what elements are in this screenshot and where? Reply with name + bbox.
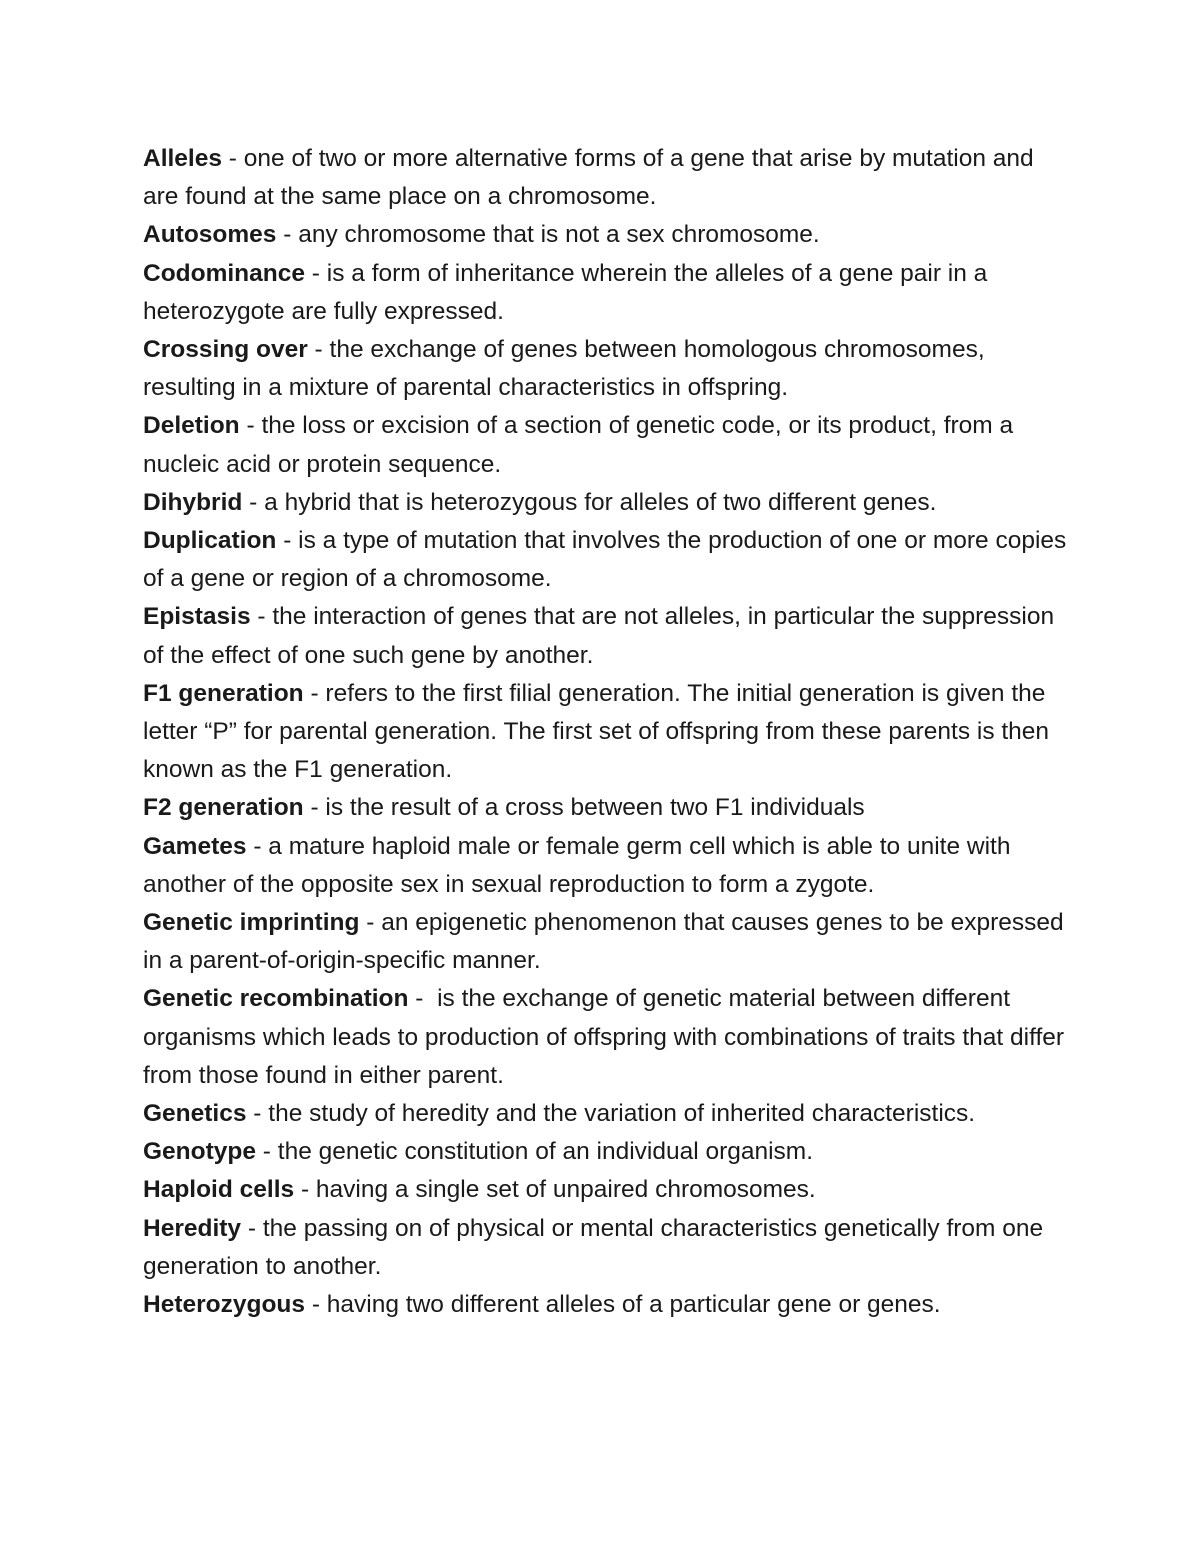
term: Alleles <box>143 145 222 172</box>
definition: a hybrid that is heterozygous for alleles of two different genes. <box>264 488 937 516</box>
term: Crossing over <box>143 336 308 364</box>
separator: - <box>222 145 244 172</box>
definition: any chromosome that is not a sex chromosome. <box>298 221 820 249</box>
separator: - <box>276 527 299 555</box>
term: Epistasis <box>143 603 251 631</box>
glossary-entry-autosomes <box>143 216 1073 254</box>
glossary-entry-dihybrid <box>143 484 1073 522</box>
definition: the passing on of physical or mental characteristics genetically from one generation to another. <box>143 1214 1044 1280</box>
definition: an epigenetic phenomenon that causes genes to be expressed in a parent-of-origin-specific manner. <box>143 909 1064 975</box>
separator: - <box>303 794 326 822</box>
glossary-entry-genetics <box>143 1095 1073 1133</box>
separator: - <box>408 985 438 1013</box>
definition: is a type of mutation that involves the production of one or more copies of a gene or region of a chromosome. <box>143 527 1067 593</box>
separator: - <box>246 832 269 860</box>
term: Haploid cells <box>143 1176 295 1204</box>
definition: a mature haploid male or female germ cell which is able to unite with another of the opposite sex in sexual reproduction to form a zygote. <box>143 832 1011 898</box>
term: Autosomes <box>143 221 277 249</box>
definition: the loss or excision of a section of genetic code, or its product, from a nucleic acid or protein sequence. <box>143 412 1014 478</box>
definition: is a form of inheritance wherein the alleles of a gene pair in a heterozygote are fully expressed. <box>143 259 988 325</box>
term: Genetics <box>143 1100 247 1128</box>
glossary-entry-f2-generation <box>143 789 1073 827</box>
glossary-page <box>143 140 1073 1324</box>
glossary-entry-heterozygous <box>143 1286 1073 1324</box>
separator: - <box>305 259 327 287</box>
separator: - <box>303 679 326 707</box>
term: F2 generation <box>143 794 304 822</box>
term: Deletion <box>143 412 240 440</box>
glossary-entry-crossing-over <box>143 331 1073 407</box>
term: Codominance <box>143 259 305 287</box>
definition: one of two or more alternative forms of a gene that arise by mutation and are found at the same place on a chromosome. <box>143 145 1034 211</box>
separator: - <box>239 412 262 440</box>
term: Genetic imprinting <box>143 909 360 937</box>
definition: refers to the first filial generation. The initial generation is given the letter “P” for parental generation. The first set of offspring from these parents is then known as the F1 generation. <box>143 679 1050 784</box>
term: Genotype <box>143 1138 256 1166</box>
definition: is the exchange of genetic material between different organisms which leads to production of offspring with combinations of traits that differ from those found in either parent. <box>143 985 1065 1089</box>
glossary-entry-heredity <box>143 1210 1073 1286</box>
separator: - <box>242 488 265 516</box>
glossary-entry-deletion <box>143 407 1073 483</box>
term: F1 generation <box>143 679 304 707</box>
definition: the genetic constitution of an individual organism. <box>277 1138 814 1166</box>
term: Heredity <box>143 1214 242 1242</box>
term: Duplication <box>143 527 277 555</box>
glossary-entry-haploid-cells <box>143 1171 1073 1209</box>
glossary-entry-epistasis <box>143 598 1073 674</box>
definition: the exchange of genes between homologous chromosomes, resulting in a mixture of parental characteristics in offspring. <box>143 336 985 402</box>
separator: - <box>256 1138 278 1166</box>
separator: - <box>276 221 299 249</box>
term: Dihybrid <box>143 488 243 516</box>
glossary-entry-f1-generation <box>143 675 1073 790</box>
glossary-entry-gametes <box>143 828 1073 904</box>
definition: is the result of a cross between two F1 individuals <box>325 794 865 822</box>
separator: - <box>359 909 382 937</box>
term: Heterozygous <box>143 1291 306 1319</box>
definition: the interaction of genes that are not alleles, in particular the suppression of the effect of one such gene by another. <box>143 603 1055 669</box>
glossary-entry-genetic-recombination <box>143 980 1073 1095</box>
separator: - <box>250 603 273 631</box>
glossary-entry-genotype <box>143 1133 1073 1171</box>
definition: having two different alleles of a particular gene or genes. <box>326 1291 941 1319</box>
term: Gametes <box>143 832 247 860</box>
glossary-entry-alleles <box>143 140 1073 216</box>
separator: - <box>241 1214 263 1242</box>
glossary-entry-codominance <box>143 255 1073 331</box>
separator: - <box>305 1291 327 1319</box>
separator: - <box>307 336 330 364</box>
glossary-entry-genetic-imprinting <box>143 904 1073 980</box>
term: Genetic recombination <box>143 985 409 1013</box>
separator: - <box>246 1100 269 1128</box>
definition: the study of heredity and the variation of inherited characteristics. <box>268 1100 976 1128</box>
separator: - <box>294 1176 316 1204</box>
glossary-entry-duplication <box>143 522 1073 598</box>
definition: having a single set of unpaired chromosomes. <box>315 1176 816 1204</box>
